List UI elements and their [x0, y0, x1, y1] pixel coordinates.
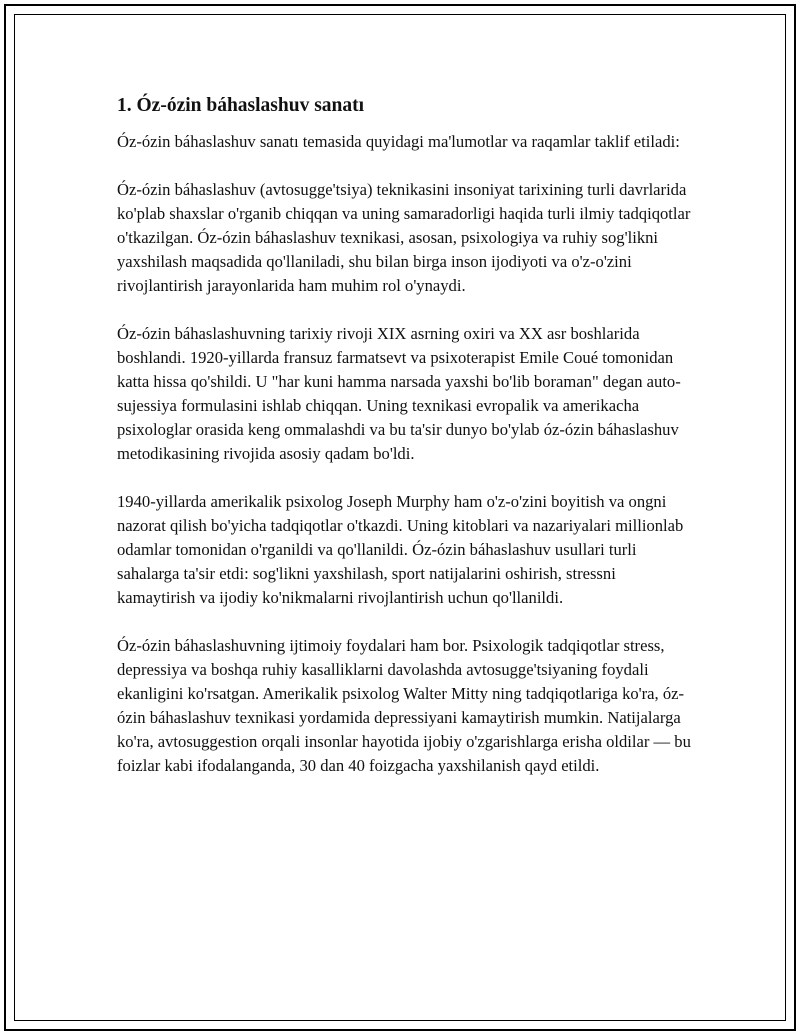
- paragraph-history: Óz-ózin báhaslashuvning tarixiy rivoji XIX asrning oxiri va XX asr boshlarida boshlandi. 1920-yillarda fransuz farmatsevt va psixoterapist Emile Coué tomonidan katta hissa qo'shildi. U "har kuni hamma narsada yaxshi bo'lib boraman" degan auto-sujessiya formulasini ishlab chiqqan. Uning texnikasi evropalik va amerikacha psixologlar orasida keng ommalashdi va bu ta'sir dunyo bo'ylab óz-ózin báhaslashuv metodikasining rivojida asosiy qadam bo'ldi.: [117, 324, 681, 463]
- section-title: 1. Óz-ózin báhaslashuv sanatı: [117, 95, 365, 116]
- intro-paragraph: Óz-ózin báhaslashuv sanatı temasida quyidagi ma'lumotlar va raqamlar taklif etiladi:: [117, 132, 680, 151]
- document-body: [117, 94, 692, 802]
- paragraph-social-benefits: Óz-ózin báhaslashuvning ijtimoiy foydalari ham bor. Psixologik tadqiqotlar stress, depressiya va boshqa ruhiy kasalliklarni davolashda avtosugge'tsiyaning foydali ekanligini ko'rsatgan. Amerikalik psixolog Walter Mitty ning tadqiqotlariga ko'ra, óz-ózin báhaslashuv texnikasi yordamida depressiyani kamaytirish mumkin. Natijalarga ko'ra, avtosuggestion orqali insonlar hayotida ijobiy o'zgarishlarga erisha oldilar — bu foizlar kabi ifodalanganda, 30 dan 40 foizgacha yaxshilanish qayd etildi.: [117, 636, 691, 775]
- paragraph-technique: Óz-ózin báhaslashuv (avtosugge'tsiya) teknikasini insoniyat tarixining turli davrlarida ko'plab shaxslar o'rganib chiqqan va uning samaradorligi haqida turli ilmiy tadqiqotlar o'tkazilgan. Óz-ózin báhaslashuv texnikasi, asosan, psixologiya va ruhiy sog'likni yaxshilash maqsadida qo'llaniladi, shu bilan birga inson ijodiyoti va o'z-o'zini rivojlantirish jarayonlarida ham muhim rol o'ynaydi.: [117, 180, 691, 295]
- paragraph-murphy: 1940-yillarda amerikalik psixolog Joseph Murphy ham o'z-o'zini boyitish va ongni nazorat qilish bo'yicha tadqiqotlar o'tkazdi. Uning kitoblari va nazariyalari millionlab odamlar tomonidan o'rganildi va qo'llanildi. Óz-ózin báhaslashuv usullari turli sahalarga ta'sir etdi: sog'likni yaxshilash, sport natijalarini oshirish, stressni kamaytirish va ijodiy ko'nikmalarni rivojlantirish uchun qo'llanildi.: [117, 492, 684, 607]
